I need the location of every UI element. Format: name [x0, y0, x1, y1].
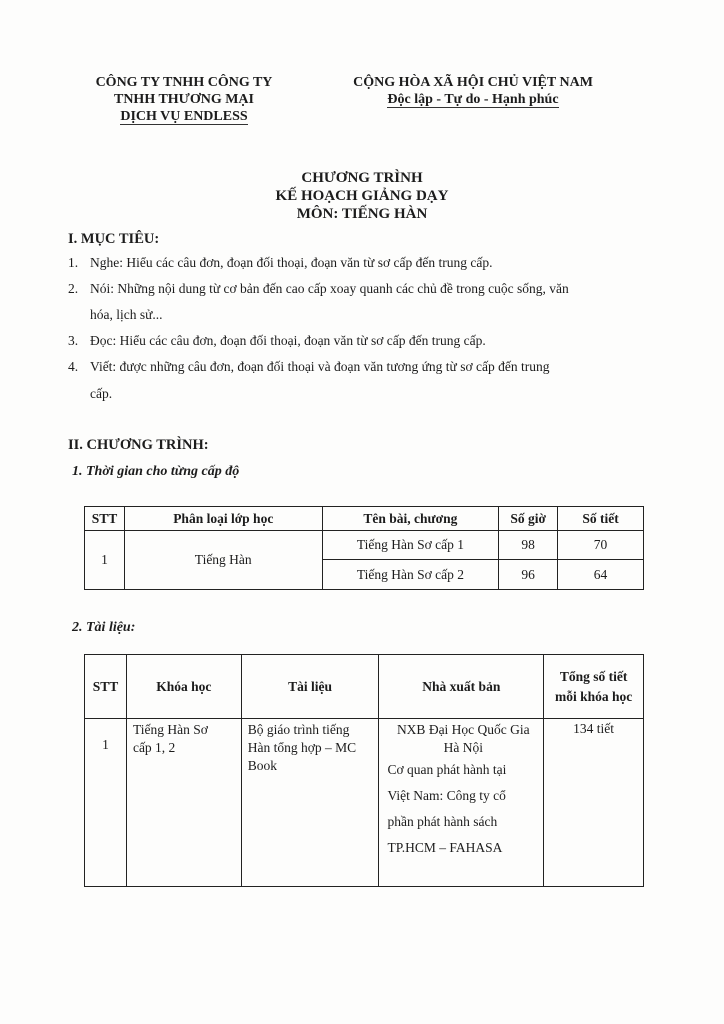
company-line-1: CÔNG TY TNHH CÔNG TY — [95, 75, 273, 90]
objective-text-1: Nghe: Hiểu các câu đơn, đoạn đối thoại, đoạn văn từ sơ cấp đến trung cấp. — [90, 255, 493, 270]
objective-item-4-cont: cấp. — [90, 386, 113, 401]
th-total-line-1: Tổng số tiết — [559, 668, 628, 684]
m-total: 134 tiết — [544, 719, 644, 887]
time-periods-1: 70 — [558, 531, 644, 560]
m-material — [241, 719, 379, 887]
th-m-stt: STT — [85, 655, 127, 719]
time-lesson-2: Tiếng Hàn Sơ cấp 2 — [322, 560, 499, 590]
m-distributor-line-1: Cơ quan phát hành tại — [387, 762, 507, 777]
time-table-header-row — [85, 507, 644, 531]
materials-table — [84, 654, 644, 887]
objective-num-3: 3. — [68, 333, 79, 348]
objective-num-2: 2. — [68, 281, 79, 296]
objective-item-3 — [68, 331, 668, 350]
objective-item-4 — [68, 357, 688, 376]
time-lesson-1: Tiếng Hàn Sơ cấp 1 — [322, 531, 499, 560]
motto-text: Độc lập - Tự do - Hạnh phúc — [387, 92, 559, 107]
table-row — [85, 719, 644, 887]
time-table — [84, 506, 644, 590]
company-line-3 — [60, 108, 308, 125]
time-stt: 1 — [85, 531, 125, 590]
title-line-3: MÔN: TIẾNG HÀN — [296, 206, 428, 222]
th-course: Khóa học — [126, 655, 241, 719]
m-material-line-1: Bộ giáo trình tiếng — [247, 722, 350, 737]
title-line-1: CHƯƠNG TRÌNH — [301, 170, 423, 186]
th-lesson-name: Tên bài, chương — [322, 507, 499, 531]
objective-text-3: Đọc: Hiểu các câu đơn, đoạn đối thoại, đoạn văn từ sơ cấp đến trung cấp. — [90, 333, 486, 348]
th-periods: Số tiết — [558, 507, 644, 531]
m-publisher — [379, 719, 544, 887]
m-course — [126, 719, 241, 887]
doc-title — [0, 169, 724, 223]
nation-name: CỘNG HÒA XÃ HỘI CHỦ VIỆT NAM — [353, 75, 593, 90]
th-stt: STT — [85, 507, 125, 531]
objective-text-4a: Viết: được những câu đơn, đoạn đối thoại và đoạn văn tương ứng từ sơ cấp đến trung — [90, 359, 550, 374]
m-course-line-2: cấp 1, 2 — [132, 740, 176, 755]
m-stt: 1 — [85, 719, 127, 887]
company-line-3-text: DỊCH VỤ ENDLESS — [120, 109, 248, 124]
objective-text-2a: Nói: Những nội dung từ cơ bản đến cao cấp xoay quanh các chủ đề trong cuộc sống, văn — [90, 281, 569, 296]
m-publisher-distributor — [387, 759, 539, 858]
th-hours: Số giờ — [499, 507, 558, 531]
m-publisher-line-2: Hà Nội — [443, 740, 483, 755]
subsection-2-heading: 2. Tài liệu: — [72, 620, 136, 635]
materials-header-row — [85, 655, 644, 719]
national-motto — [318, 74, 628, 108]
company-line-2: TNHH THƯƠNG MẠI — [113, 92, 254, 107]
section-2-heading: II. CHƯƠNG TRÌNH: — [68, 437, 209, 453]
time-hours-2: 96 — [499, 560, 558, 590]
th-material: Tài liệu — [241, 655, 379, 719]
th-total-line-2: mỗi khóa học — [554, 688, 633, 704]
objective-item-2 — [68, 279, 688, 298]
company-name — [60, 74, 308, 125]
objective-num-1: 1. — [68, 255, 79, 270]
objective-num-4: 4. — [68, 359, 79, 374]
th-total-periods — [544, 655, 644, 719]
m-material-line-2: Hàn tổng hợp – MC — [247, 740, 357, 755]
m-material-line-3: Book — [247, 758, 277, 773]
time-class-type: Tiếng Hàn — [124, 531, 322, 590]
time-hours-1: 98 — [499, 531, 558, 560]
table-row — [85, 531, 644, 560]
subsection-1-heading: 1. Thời gian cho từng cấp độ — [72, 464, 240, 479]
m-publisher-line-1: NXB Đại Học Quốc Gia — [396, 722, 530, 737]
objective-item-2-cont: hóa, lịch sử... — [90, 307, 163, 322]
m-distributor-line-2: Việt Nam: Công ty cổ — [387, 788, 506, 803]
time-periods-2: 64 — [558, 560, 644, 590]
th-class-type: Phân loại lớp học — [124, 507, 322, 531]
m-course-line-1: Tiếng Hàn Sơ — [132, 722, 208, 737]
m-distributor-line-4: TP.HCM – FAHASA — [387, 840, 503, 855]
section-1-heading: I. MỤC TIÊU: — [68, 231, 160, 247]
m-distributor-line-3: phần phát hành sách — [387, 814, 498, 829]
th-publisher: Nhà xuất bản — [379, 655, 544, 719]
title-line-2: KẾ HOẠCH GIẢNG DẠY — [275, 188, 449, 204]
motto — [318, 91, 628, 108]
objective-item-1 — [68, 253, 668, 272]
